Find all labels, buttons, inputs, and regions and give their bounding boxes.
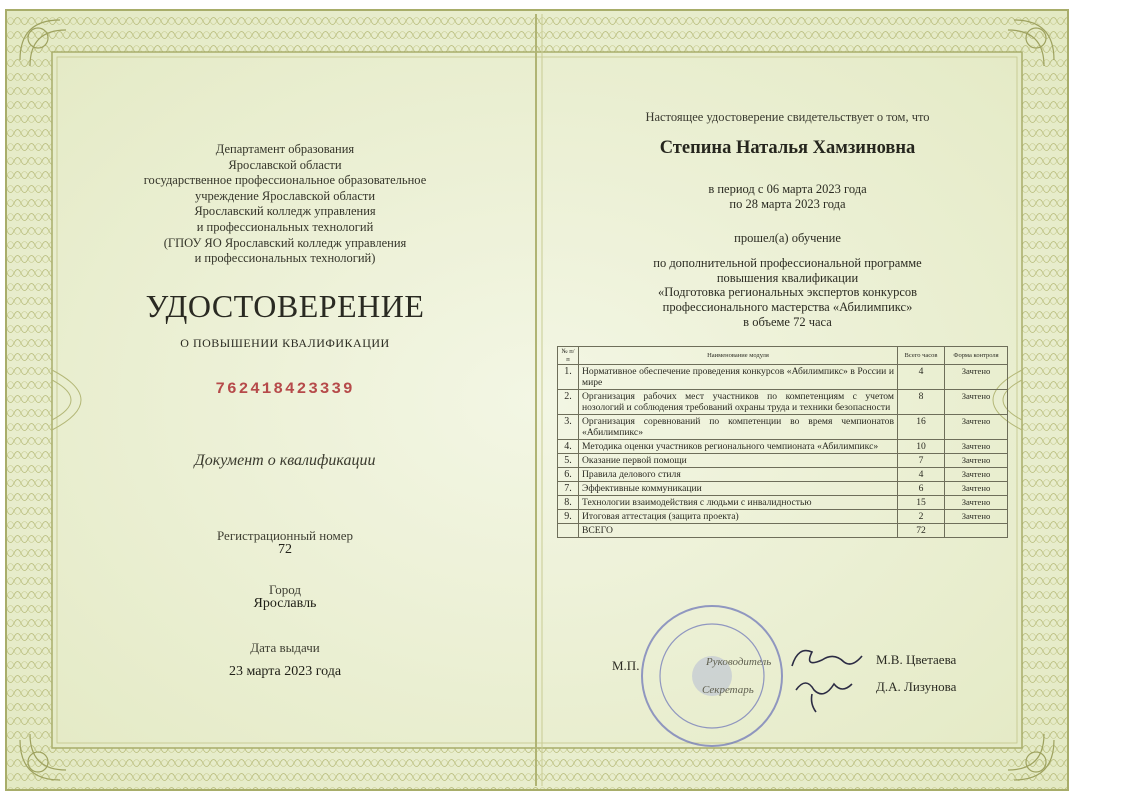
cell-module-name: Правила делового стиля [579,468,898,482]
issuer-line: учреждение Ярославской области [194,188,376,203]
total-hours: 72 [898,524,945,538]
certificate-title: УДОСТОВЕРЕНИЕ [145,288,425,324]
issue-date-value: 23 марта 2023 года [228,664,342,679]
director-role: Руководитель [706,656,772,668]
cell-hours: 16 [898,415,945,440]
cell-num: 1. [558,365,579,390]
cell-hours: 15 [898,496,945,510]
cell-hours: 4 [898,468,945,482]
issuer-line: и профессиональных технологий) [194,251,376,266]
table-row [558,496,1008,510]
cell-num-empty [558,524,579,538]
cell-control-form: Зачтено [945,510,1008,524]
city-label: Город [268,582,302,597]
completed-training-text: прошел(а) обучение [734,231,841,245]
certificate-subtitle: О ПОВЫШЕНИИ КВАЛИФИКАЦИИ [180,336,390,350]
issue-date-label: Дата выдачи [250,640,320,655]
cell-hours: 7 [898,454,945,468]
issuer-line: (ГПОУ ЯО Ярославский колледж управления [163,235,407,250]
cell-module-name: Эффективные коммуникации [579,482,898,496]
cell-num: 5. [558,454,579,468]
cell-hours: 4 [898,365,945,390]
cell-control-form: Зачтено [945,496,1008,510]
table-row [558,454,1008,468]
director-name: М.В. Цветаева [876,652,957,667]
cell-module-name: Оказание первой помощи [579,454,898,468]
period-start: в период с 06 марта 2023 года [708,182,867,196]
cell-hours: 8 [898,390,945,415]
cell-control-form: Зачтено [945,468,1008,482]
cell-control-form: Зачтено [945,482,1008,496]
total-label: ВСЕГО [579,524,898,538]
cell-num: 9. [558,510,579,524]
table-row [558,510,1008,524]
city-value: Ярославль [253,596,317,611]
cell-module-name: Методика оценки участников регионального чемпионата «Абилимпикс» [579,440,898,454]
cell-hours: 6 [898,482,945,496]
cell-control-form: Зачтено [945,390,1008,415]
header-module-name: Наименование модуля [579,347,898,365]
program-line: по дополнительной профессиональной программе [653,256,922,270]
registration-number-label: Регистрационный номер [217,528,353,543]
cell-hours: 2 [898,510,945,524]
issuer-line: государственное профессиональное образовательное [143,173,427,188]
table-header-row [558,347,1008,365]
seal-placeholder-label: М.П. [612,658,640,673]
issuer-line: Департамент образования [215,142,355,156]
header-control-form: Форма контроля [945,347,1008,365]
program-line: профессионального мастерства «Абилимпикс» [662,300,913,315]
table-row [558,415,1008,440]
cell-control-form: Зачтено [945,440,1008,454]
document-type: Документ о квалификации [194,452,376,469]
registration-number-value: 72 [278,542,292,557]
period-end: по 28 марта 2023 года [729,196,846,211]
modules-table [557,346,1008,538]
serial-number: 762418423339 [215,380,355,398]
issuer-block [110,142,460,267]
cell-control-form: Зачтено [945,454,1008,468]
training-period [560,182,1015,211]
cell-num: 3. [558,415,579,440]
program-description [560,256,1015,330]
cell-control-form: Зачтено [945,415,1008,440]
program-line: в объеме 72 часа [743,314,832,329]
table-total-row [558,524,1008,538]
cell-module-name: Нормативное обеспечение проведения конкурсов «Абилимпикс» в России и мире [579,365,898,390]
cell-num: 2. [558,390,579,415]
holder-name: Степина Наталья Хамзиновна [659,138,916,158]
cell-control-form: Зачтено [945,365,1008,390]
issuer-line: Ярославский колледж управления [194,204,376,219]
cell-module-name: Организация рабочих мест участников по компетенциям с учетом нозологий и соблюдения требований охраны труда и техники безопасности [579,390,898,415]
header-hours: Всего часов [898,347,945,365]
cell-num: 6. [558,468,579,482]
certificate-intro: Настоящее удостоверение свидетельствует о том, что [645,110,930,124]
cell-num: 4. [558,440,579,454]
secretary-name: Д.А. Лизунова [876,679,957,694]
cell-num: 8. [558,496,579,510]
table-row [558,365,1008,390]
table-row [558,390,1008,415]
cell-module-name: Итоговая аттестация (защита проекта) [579,510,898,524]
issuer-line: Ярославской области [228,157,342,172]
cell-hours: 10 [898,440,945,454]
program-line: повышения квалификации [716,270,859,285]
table-row [558,482,1008,496]
cell-num: 7. [558,482,579,496]
secretary-role: Секретарь [702,684,754,696]
header-num: № п/п [558,347,579,365]
cell-module-name: Организация соревнований по компетенции во время чемпионатов «Абилимпикс» [579,415,898,440]
table-row [558,440,1008,454]
table-row [558,468,1008,482]
cell-form-empty [945,524,1008,538]
program-line: «Подготовка региональных экспертов конкурсов [657,285,918,300]
cell-module-name: Технологии взаимодействия с людьми с инвалидностью [579,496,898,510]
issuer-line: и профессиональных технологий [196,219,374,234]
